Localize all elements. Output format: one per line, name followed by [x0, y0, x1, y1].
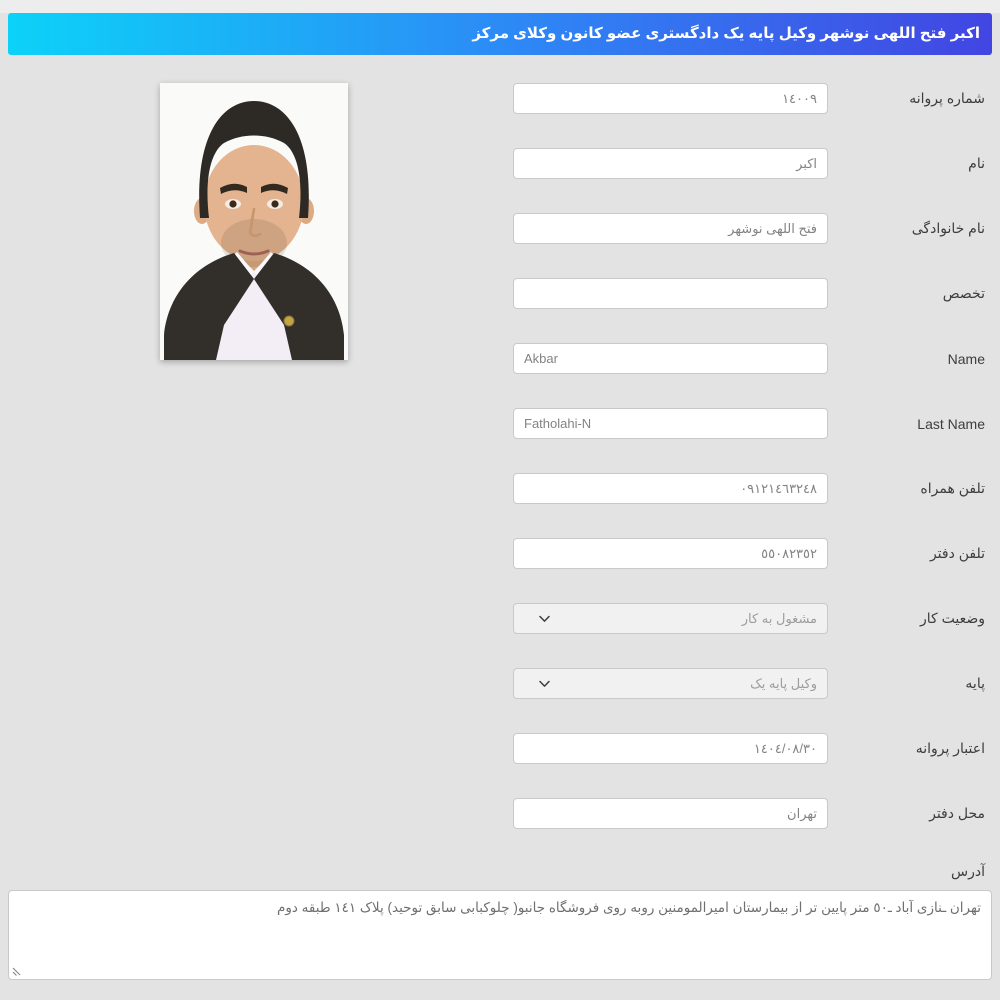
photo-column: [8, 83, 500, 863]
office-city-input[interactable]: [513, 798, 828, 829]
field-row-license-number: [500, 83, 992, 114]
address-textarea-wrap: [8, 890, 992, 980]
office-phone-label: تلفن دفتر: [929, 545, 985, 561]
specialty-input[interactable]: [513, 278, 828, 309]
license-expiry-label: اعتبار پروانه: [915, 740, 985, 756]
field-row-last-name-en: [500, 408, 992, 439]
mobile-phone-input[interactable]: [513, 473, 828, 504]
address-section: [8, 863, 992, 980]
work-status-select-wrap: [513, 603, 828, 634]
first-name-en-input[interactable]: [513, 343, 828, 374]
license-number-input[interactable]: [513, 83, 828, 114]
last-name-en-label: Last Name: [917, 415, 985, 432]
address-label: آدرس: [951, 863, 985, 879]
field-row-office-phone: [500, 538, 992, 569]
grade-select[interactable]: [513, 668, 828, 699]
grade-label: پایه: [965, 675, 985, 691]
address-textarea[interactable]: [8, 890, 992, 980]
field-row-office-city: [500, 798, 992, 829]
field-row-work-status: [500, 603, 992, 634]
field-row-mobile-phone: [500, 473, 992, 504]
last-name-fa-label: نام خانوادگی: [911, 220, 985, 236]
license-number-label: شماره پروانه: [909, 90, 985, 106]
first-name-en-label: Name: [947, 350, 985, 367]
work-status-select[interactable]: [513, 603, 828, 634]
office-phone-input[interactable]: [513, 538, 828, 569]
field-row-first-name-en: [500, 343, 992, 374]
page-title: اکبر فتح اللهی نوشهر وکیل پایه یک دادگستری عضو کانون وکلای مرکز: [8, 13, 992, 55]
field-row-grade: [500, 668, 992, 699]
first-name-fa-label: نام: [968, 155, 985, 171]
field-row-first-name-fa: [500, 148, 992, 179]
license-expiry-input[interactable]: [513, 733, 828, 764]
office-city-label: محل دفتر: [929, 805, 985, 821]
field-row-specialty: [500, 278, 992, 309]
last-name-en-input[interactable]: [513, 408, 828, 439]
last-name-fa-input[interactable]: [513, 213, 828, 244]
field-row-last-name-fa: [500, 213, 992, 244]
profile-page: [0, 13, 1000, 1000]
profile-form: [500, 83, 992, 863]
mobile-phone-label: تلفن همراه: [920, 480, 985, 496]
main-content: [8, 83, 992, 863]
first-name-fa-input[interactable]: [513, 148, 828, 179]
lawyer-portrait-photo: [160, 83, 348, 360]
field-row-license-expiry: [500, 733, 992, 764]
grade-select-wrap: [513, 668, 828, 699]
work-status-label: وضعیت کار: [920, 610, 985, 626]
specialty-label: تخصص: [942, 285, 985, 301]
